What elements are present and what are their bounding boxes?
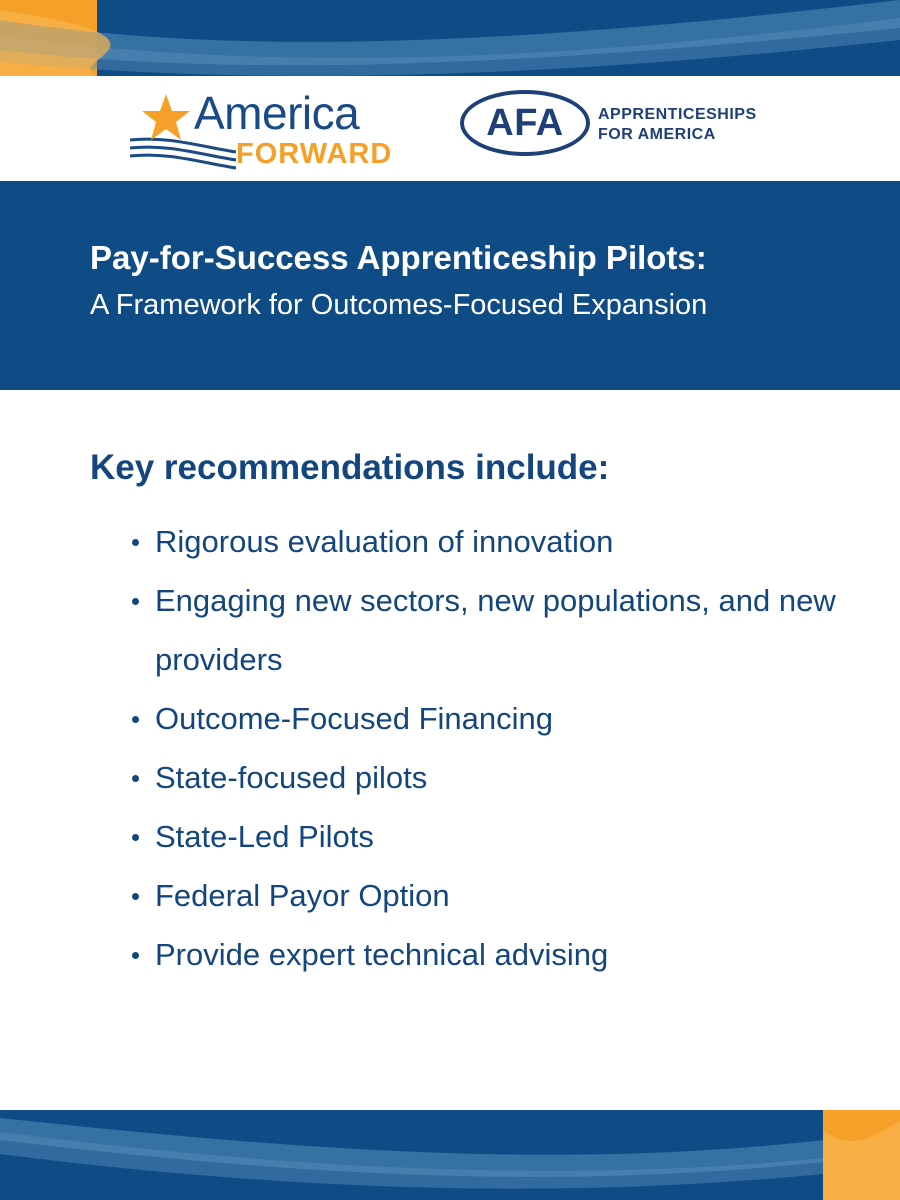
top-decorative-band	[0, 0, 900, 76]
list-item: Engaging new sectors, new populations, and new providers	[130, 571, 850, 689]
list-item: Rigorous evaluation of innovation	[130, 512, 850, 571]
page-title: Pay-for-Success Apprenticeship Pilots:	[90, 239, 707, 276]
america-forward-logo	[128, 86, 418, 176]
list-item: State-focused pilots	[130, 748, 850, 807]
star-icon	[138, 92, 194, 144]
afa-abbreviation: AFA	[486, 102, 564, 144]
afa-logo	[460, 90, 800, 170]
list-item: State-Led Pilots	[130, 807, 850, 866]
list-item: Federal Payor Option	[130, 866, 850, 925]
recommendations-section	[0, 390, 900, 1110]
bottom-decorative-band	[0, 1110, 900, 1200]
list-item: Provide expert technical advising	[130, 925, 850, 984]
recommendations-heading: Key recommendations include:	[90, 448, 610, 487]
recommendations-list	[130, 512, 850, 984]
list-item: Outcome-Focused Financing	[130, 689, 850, 748]
afa-name-line1: APPRENTICESHIPS	[598, 106, 757, 123]
title-band	[0, 181, 900, 390]
america-forward-wordmark: America	[194, 87, 360, 139]
afa-name-line2: FOR AMERICA	[598, 126, 716, 143]
logo-bar	[0, 76, 900, 181]
america-forward-subword: FORWARD	[236, 138, 393, 170]
page-subtitle: A Framework for Outcomes-Focused Expansion	[90, 289, 708, 321]
